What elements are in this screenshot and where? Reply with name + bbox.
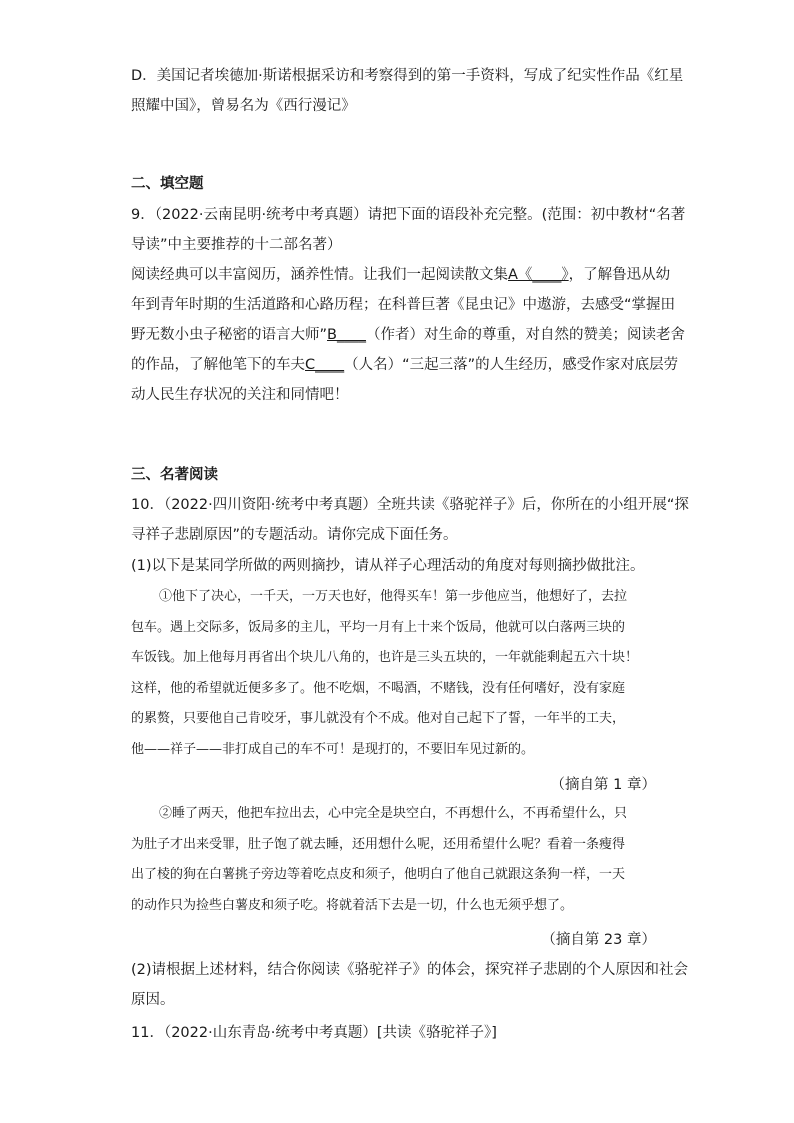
text-fragment: （人名）“三起三落”的人生经历，感受作家对底层劳 [344,357,679,373]
question-8-option-d [131,61,684,121]
text-line: 原因。 [131,992,175,1008]
excerpt-line: 这样，他的希望就近便多多了。他不吃烟，不喝酒，不赌钱，没有任何嗜好，没有家庭 [131,680,626,696]
blank-a: A《____》 [508,267,569,283]
question-11-stem: 11．（2022·山东青岛·统考中考真题）[共读《骆驼祥子》] [131,1025,497,1041]
excerpt-2-source: （摘自第 23 章） [541,932,656,948]
text-fragment: ，了解鲁迅从幼 [568,267,671,283]
text-line: 9．（2022·云南昆明·统考中考真题）请把下面的语段补充完整。(范围：初中教材“名著 [131,207,686,223]
text-line: 年到青年时期的生活道路和心路历程；在科普巨著《昆虫记》中遨游，去感受“掌握田 [131,297,676,313]
question-10-task-2 [131,955,689,1015]
excerpt-line: 他——祥子——非打成自己的车不可！是现打的，不要旧车见过新的。 [131,741,535,757]
excerpt-line: ②睡了两天，他把车拉出去，心中完全是块空白，不再想什么，不再希望什么，只 [159,806,628,821]
text-line: 导读”中主要推荐的十二部名著） [131,237,342,253]
excerpt-line: 为肚子才出来受罪，肚子饱了就去睡，还用想什么呢，还用希望什么呢？看着一条瘦得 [131,836,626,852]
text-fragment: 的作品，了解他笔下的车夫 [131,357,305,373]
text-line: 照耀中国》，曾易名为《西行漫记》 [131,98,356,114]
text-line: 寻祥子悲剧原因”的专题活动。请你完成下面任务。 [131,527,458,543]
section-heading-fill-in: 二、填空题 [131,176,204,192]
text-fragment: 阅读经典可以丰富阅历，涵养性情。让我们一起阅读散文集 [131,267,508,283]
text-line: D．美国记者埃德加·斯诺根据采访和考察得到的第一手资料，写成了纪实性作品《红星 [131,68,684,84]
excerpt-line: 包车。遇上交际多，饭局多的主儿，平均一月有上十来个饭局，他就可以白落两三块的 [131,619,626,635]
blank-c: C____ [305,357,345,373]
text-line: (2)请根据上述材料，结合你阅读《骆驼祥子》的体会，探究祥子悲剧的个人原因和社会 [131,962,689,978]
blank-b: B____ [327,327,366,343]
text-line [131,260,671,290]
excerpt-line: 出了棱的狗在白薯挑子旁边等着吃点皮和须子，他明白了他自己就跟这条狗一样，一天 [131,867,626,882]
excerpt-1-source: （摘自第 1 章） [550,777,656,793]
excerpt-line: 车饭钱。加上他每月再省出个块儿八角的，也许是三头五块的，一年就能剩起五六十块！ [131,650,639,665]
text-line: 10．（2022·四川资阳·统考中考真题）全班共读《骆驼祥子》后，你所在的小组开展“探 [131,497,689,513]
excerpt-line: 的动作只为捡些白薯皮和须子吃。将就着活下去是一切，什么也无须乎想了。 [131,897,574,913]
question-10-stem [131,490,689,550]
text-line [131,320,685,350]
excerpt-2 [131,799,671,921]
question-10-task-1: (1)以下是某同学所做的两则摘抄，请从祥子心理活动的角度对每则摘抄做批注。 [131,558,645,574]
question-9-stem [131,200,686,260]
question-9-passage [131,260,685,410]
section-heading-classic-reading: 三、名著阅读 [131,467,218,483]
text-line [131,350,679,380]
text-fragment: （作者）对生命的尊重，对自然的赞美；阅读老舍 [365,327,685,343]
excerpt-1 [131,582,671,765]
text-line: 动人民生存状况的关注和同情吧！ [131,387,349,403]
excerpt-line: ①他下了决心，一千天，一万天也好，他得买车！第一步他应当，他想好了，去拉 [159,589,628,604]
excerpt-line: 的累赘，只要他自己肯咬牙，事儿就没有个不成。他对自己起下了誓，一年半的工夫， [131,711,626,726]
text-fragment: 野无数小虫子秘密的语言大师” [131,327,328,343]
